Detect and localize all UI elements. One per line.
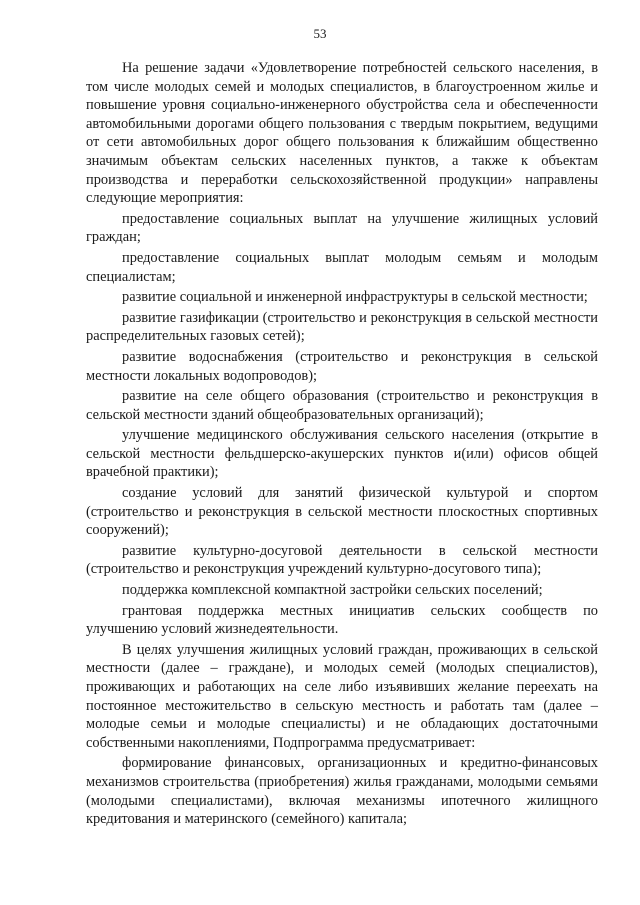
paragraph-medical: улучшение медицинского обслуживания сельского населения (открытие в сельской местности фельдшерско-акушерских пунктов и(или) офисов общей врачебной практики); <box>86 427 598 481</box>
paragraph-young-families-payments: предоставление социальных выплат молодым семьям и молодым специалистам; <box>86 249 598 285</box>
paragraph-gasification: развитие газификации (строительство и реконструкция в сельской местности распределительных газовых сетей); <box>86 309 598 345</box>
paragraph-grant-support: грантовая поддержка местных инициатив сельских сообществ по улучшению условий жизнедеятельности. <box>86 602 598 638</box>
paragraph-compact-development: поддержка комплексной компактной застройки сельских поселений; <box>122 582 543 599</box>
document-body <box>86 59 598 829</box>
paragraph-infrastructure: развитие социальной и инженерной инфраструктуры в сельской местности; <box>122 289 588 306</box>
paragraph-housing-goals: В целях улучшения жилищных условий граждан, проживающих в сельской местности (далее – граждане), и молодых семей (молодых специалистов), проживающих и работающих на селе либо изъявивших желание переехать на постоянное местожительство в сельскую местность и работать там (далее – молодые семьи и молодые специалисты) и не обладающих достаточными собственными накоплениями, Подпрограмма предусматривает: <box>86 641 598 751</box>
paragraph-culture: развитие культурно-досуговой деятельности в сельской местности (строительство и реконструкция учреждений культурно-досугового типа); <box>86 542 598 578</box>
paragraph-social-payments: предоставление социальных выплат на улучшение жилищных условий граждан; <box>86 210 598 246</box>
page-number: 53 <box>313 26 327 41</box>
paragraph-sports: создание условий для занятий физической культурой и спортом (строительство и реконструкция в сельской местности плоскостных спортивных сооружений); <box>86 485 598 539</box>
paragraph-water-supply: развитие водоснабжения (строительство и реконструкция в сельской местности локальных водопроводов); <box>86 348 598 384</box>
paragraph-education: развитие на селе общего образования (строительство и реконструкция в сельской местности зданий общеобразовательных организаций); <box>86 388 598 423</box>
paragraph-financial-mechanisms: формирование финансовых, организационных и кредитно-финансовых механизмов строительства (приобретения) жилья гражданами, молодыми семьями (молодыми специалистами), включая механизмы ипотечного жилищного кредитования и материнского (семейного) капитала; <box>86 755 598 828</box>
paragraph-task-intro: На решение задачи «Удовлетворение потребностей сельского населения, в том числе молодых семей и молодых специалистов, в благоустроенном жилье и повышение уровня социально-инженерного обустройства села и обеспеченности автомобильными дорогами общего пользования с твердым покрытием, ведущими от сети автомобильных дорог общего пользования к ближайшим общественно значимым объектам сельских населенных пунктов, а также к объектам производства и переработки сельскохозяйственной продукции» направлены следующие мероприятия: <box>86 60 598 207</box>
